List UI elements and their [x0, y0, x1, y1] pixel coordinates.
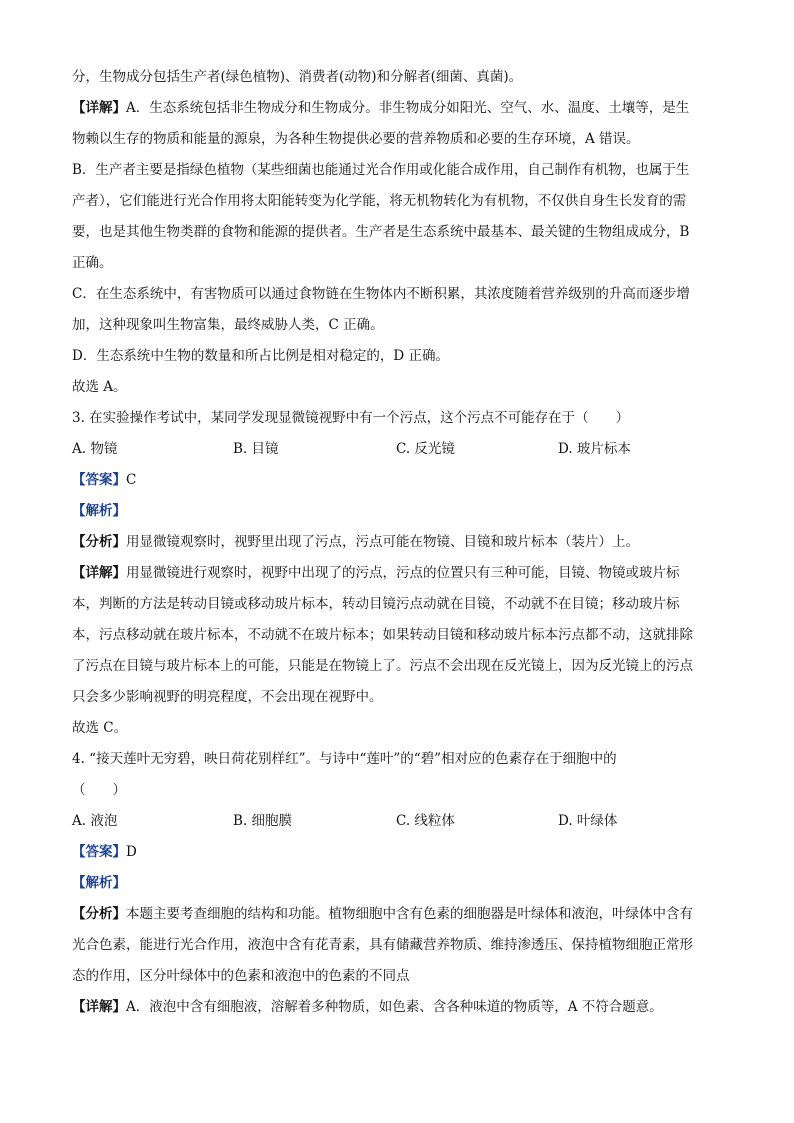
text-line: 正确。: [72, 255, 113, 271]
question-4-fenxi: [72, 899, 722, 930]
option-c: C. 线粒体: [396, 813, 455, 829]
detail-text: A．液泡中含有细胞液，溶解着多种物质，如色素、含各种味道的物质等，A 不符合题意。: [126, 999, 663, 1015]
answer-tag: 【答案】: [72, 844, 126, 860]
detail-text: 用显微镜进行观察时，视野中出现了的污点，污点的位置只有三种可能，目镜、物镜或玻片标: [126, 565, 680, 581]
text-line: 光合色素，能进行光合作用，液泡中含有花青素，具有储藏营养物质、维持渗透压、保持植物细胞正常形: [72, 937, 693, 953]
text-line: 要，也是其他生物类群的食物和能源的提供者。生产者是生态系统中最基本、最关键的生物组成成分，B: [72, 224, 690, 240]
text-line: 本，污点移动就在玻片标本，不动就不在玻片标本；如果转动目镜和移动玻片标本污点都不动，这就排除: [72, 627, 693, 643]
question-3-stem: 3. 在实验操作考试中，某同学发现显微镜视野中有一个污点，这个污点不可能存在于（ ）: [72, 410, 630, 426]
text-line: 只会多少影响视野的明亮程度，不会出现在视野中。: [72, 689, 383, 705]
option-d: D. 叶绿体: [558, 813, 618, 829]
fenxi-tag: 【分析】: [72, 534, 126, 550]
question-4-options: [72, 806, 722, 837]
question-4-answer: [72, 837, 722, 868]
text-line: 本，判断的方法是转动目镜或移动玻片标本，转动目镜污点动就在目镜，不动就不在目镜；移动玻片标: [72, 596, 680, 612]
detail-text: A．生态系统包括非生物成分和生物成分。非生物成分如阳光、空气、水、温度、土壤等，是生: [126, 100, 690, 116]
option-a: A. 物镜: [72, 441, 118, 457]
question-3-answer: [72, 465, 722, 496]
fenxi-tag: 【分析】: [72, 906, 126, 922]
answer-value: C: [126, 472, 137, 488]
text-line: B．生产者主要是指绿色植物（某些细菌也能通过光合作用或化能合成作用，自己制作有机物，也属于生: [72, 162, 690, 178]
text-line: C．在生态系统中，有害物质可以通过食物链在生物体内不断积累，其浓度随着营养级别的升高而逐步增: [72, 286, 690, 302]
detail-tag: 【详解】: [72, 565, 126, 581]
text-line: 态的作用，区分叶绿体中的色素和液泡中的色素的不同点: [72, 968, 410, 984]
question-3-options: [72, 434, 722, 465]
fenxi-text: 用显微镜观察时，视野里出现了污点，污点可能在物镜、目镜和玻片标本（装片）上。: [126, 534, 639, 550]
option-b: B. 细胞膜: [233, 813, 293, 829]
option-a: A. 液泡: [72, 813, 118, 829]
analysis-tag: 【解析】: [72, 875, 126, 891]
option-d: D. 玻片标本: [558, 441, 631, 457]
text-line: 加，这种现象叫生物富集，最终威胁人类，C 正确。: [72, 317, 384, 333]
question-3-detail: [72, 558, 722, 589]
question-4-detail: [72, 992, 722, 1023]
analysis-tag: 【解析】: [72, 503, 126, 519]
question-3-fenxi: [72, 527, 722, 558]
option-c: C. 反光镜: [396, 441, 455, 457]
text-line: 分，生物成分包括生产者(绿色植物)、消费者(动物)和分解者(细菌、真菌)。: [72, 69, 523, 85]
text-line: D．生态系统中生物的数量和所占比例是相对稳定的，D 正确。: [72, 348, 449, 364]
question-3-analysis-heading: [72, 496, 722, 527]
question-4-stem: 4. “接天莲叶无穷碧，映日荷花别样红”。与诗中“莲叶”的“碧”相对应的色素存在于细胞中的: [72, 751, 617, 767]
fenxi-text: 本题主要考查细胞的结构和功能。植物细胞中含有色素的细胞器是叶绿体和液泡，叶绿体中含有: [126, 906, 693, 922]
text-line: 了污点在目镜与玻片标本上的可能，只能是在物镜上了。污点不会出现在反光镜上，因为反光镜上的污点: [72, 658, 693, 674]
question-4-stem-blank: （ ）: [72, 782, 126, 798]
answer-tag: 【答案】: [72, 472, 126, 488]
detail-tag: 【详解】: [72, 999, 126, 1015]
option-b: B. 目镜: [233, 441, 279, 457]
text-line: 产者），它们能进行光合作用将太阳能转变为化学能，将无机物转化为有机物，不仅供自身生长发育的需: [72, 193, 687, 209]
document-page: [72, 62, 722, 1023]
detail-tag: 【详解】: [72, 100, 126, 116]
conclusion-line: 故选 C。: [72, 720, 128, 736]
answer-value: D: [126, 844, 137, 860]
text-line: [72, 93, 722, 124]
conclusion-line: 故选 A。: [72, 379, 127, 395]
question-4-analysis-heading: [72, 868, 722, 899]
text-line: 物赖以生存的物质和能量的源泉，为各种生物提供必要的营养物质和必要的生存环境，A 错误。: [72, 131, 640, 147]
